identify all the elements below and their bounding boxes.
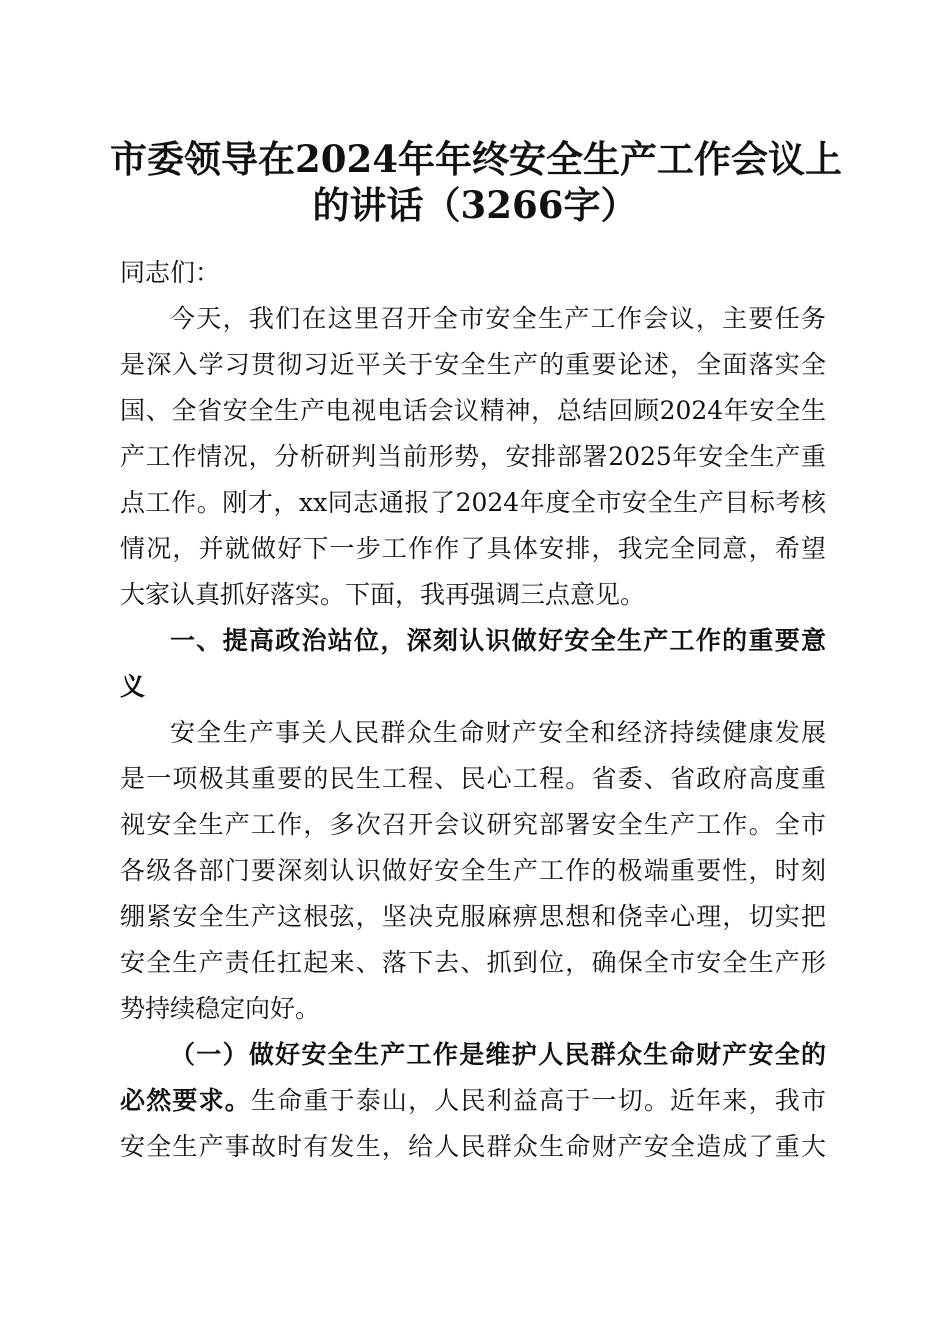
document-body [120,250,826,1170]
section-heading-1 [120,618,826,710]
section-1-line: 安全生产事关人民群众生命财产安全和经济持续健康发展 [170,718,826,747]
intro-line: 点工作。刚才，xx同志通报了2024年度全市安全生产目标考核 [120,488,826,517]
title-line-2: 的讲话（3266字） [312,183,638,227]
heading-line: 一、提高政治站位，深刻认识做好安全生产工作的重要意 [170,626,826,655]
section-1-line: 各级各部门要深刻认识做好安全生产工作的极端重要性，时刻 [120,856,826,885]
subsection-1-line: 安全生产事故时有发生，给人民群众生命财产安全造成了重大 [120,1132,826,1161]
subsection-1-heading-line: （一）做好安全生产工作是维护人民群众生命财产安全的 [170,1040,826,1069]
intro-line: 大家认真抓好落实。下面，我再强调三点意见。 [120,580,646,609]
subsection-1-paragraph [120,1032,826,1170]
intro-line: 国、全省安全生产电视电话会议精神，总结回顾2024年安全生 [120,396,826,425]
intro-paragraph [120,296,826,618]
salutation-text: 同志们： [120,258,221,287]
subsection-1-line [120,1078,826,1124]
title-line-1: 市委领导在2024年年终安全生产工作会议上 [110,137,842,181]
section-1-paragraph [120,710,826,1032]
section-1-line: 安全生产责任扛起来、落下去、抓到位，确保全市安全生产形 [120,948,826,977]
intro-line: 情况，并就做好下一步工作作了具体安排，我完全同意，希望 [120,534,826,563]
intro-line: 今天，我们在这里召开全市安全生产工作会议，主要任务 [170,304,826,333]
subsection-1-text: 生命重于泰山，人民利益高于一切。近年来，我市 [250,1086,826,1115]
heading-line: 义 [120,672,146,701]
subsection-1-heading-end: 必然要求。 [120,1086,251,1115]
intro-line: 产工作情况，分析研判当前形势，安排部署2025年安全生产重 [120,442,826,471]
intro-line: 是深入学习贯彻习近平关于安全生产的重要论述，全面落实全 [120,350,826,379]
section-1-line: 是一项极其重要的民生工程、民心工程。省委、省政府高度重 [120,764,826,793]
section-1-line: 势持续稳定向好。 [120,994,321,1023]
document-title [110,136,840,228]
section-1-line: 绷紧安全生产这根弦，坚决克服麻痹思想和侥幸心理，切实把 [120,902,826,931]
salutation [120,250,826,296]
section-1-line: 视安全生产工作，多次召开会议研究部署安全生产工作。全市 [120,810,826,839]
